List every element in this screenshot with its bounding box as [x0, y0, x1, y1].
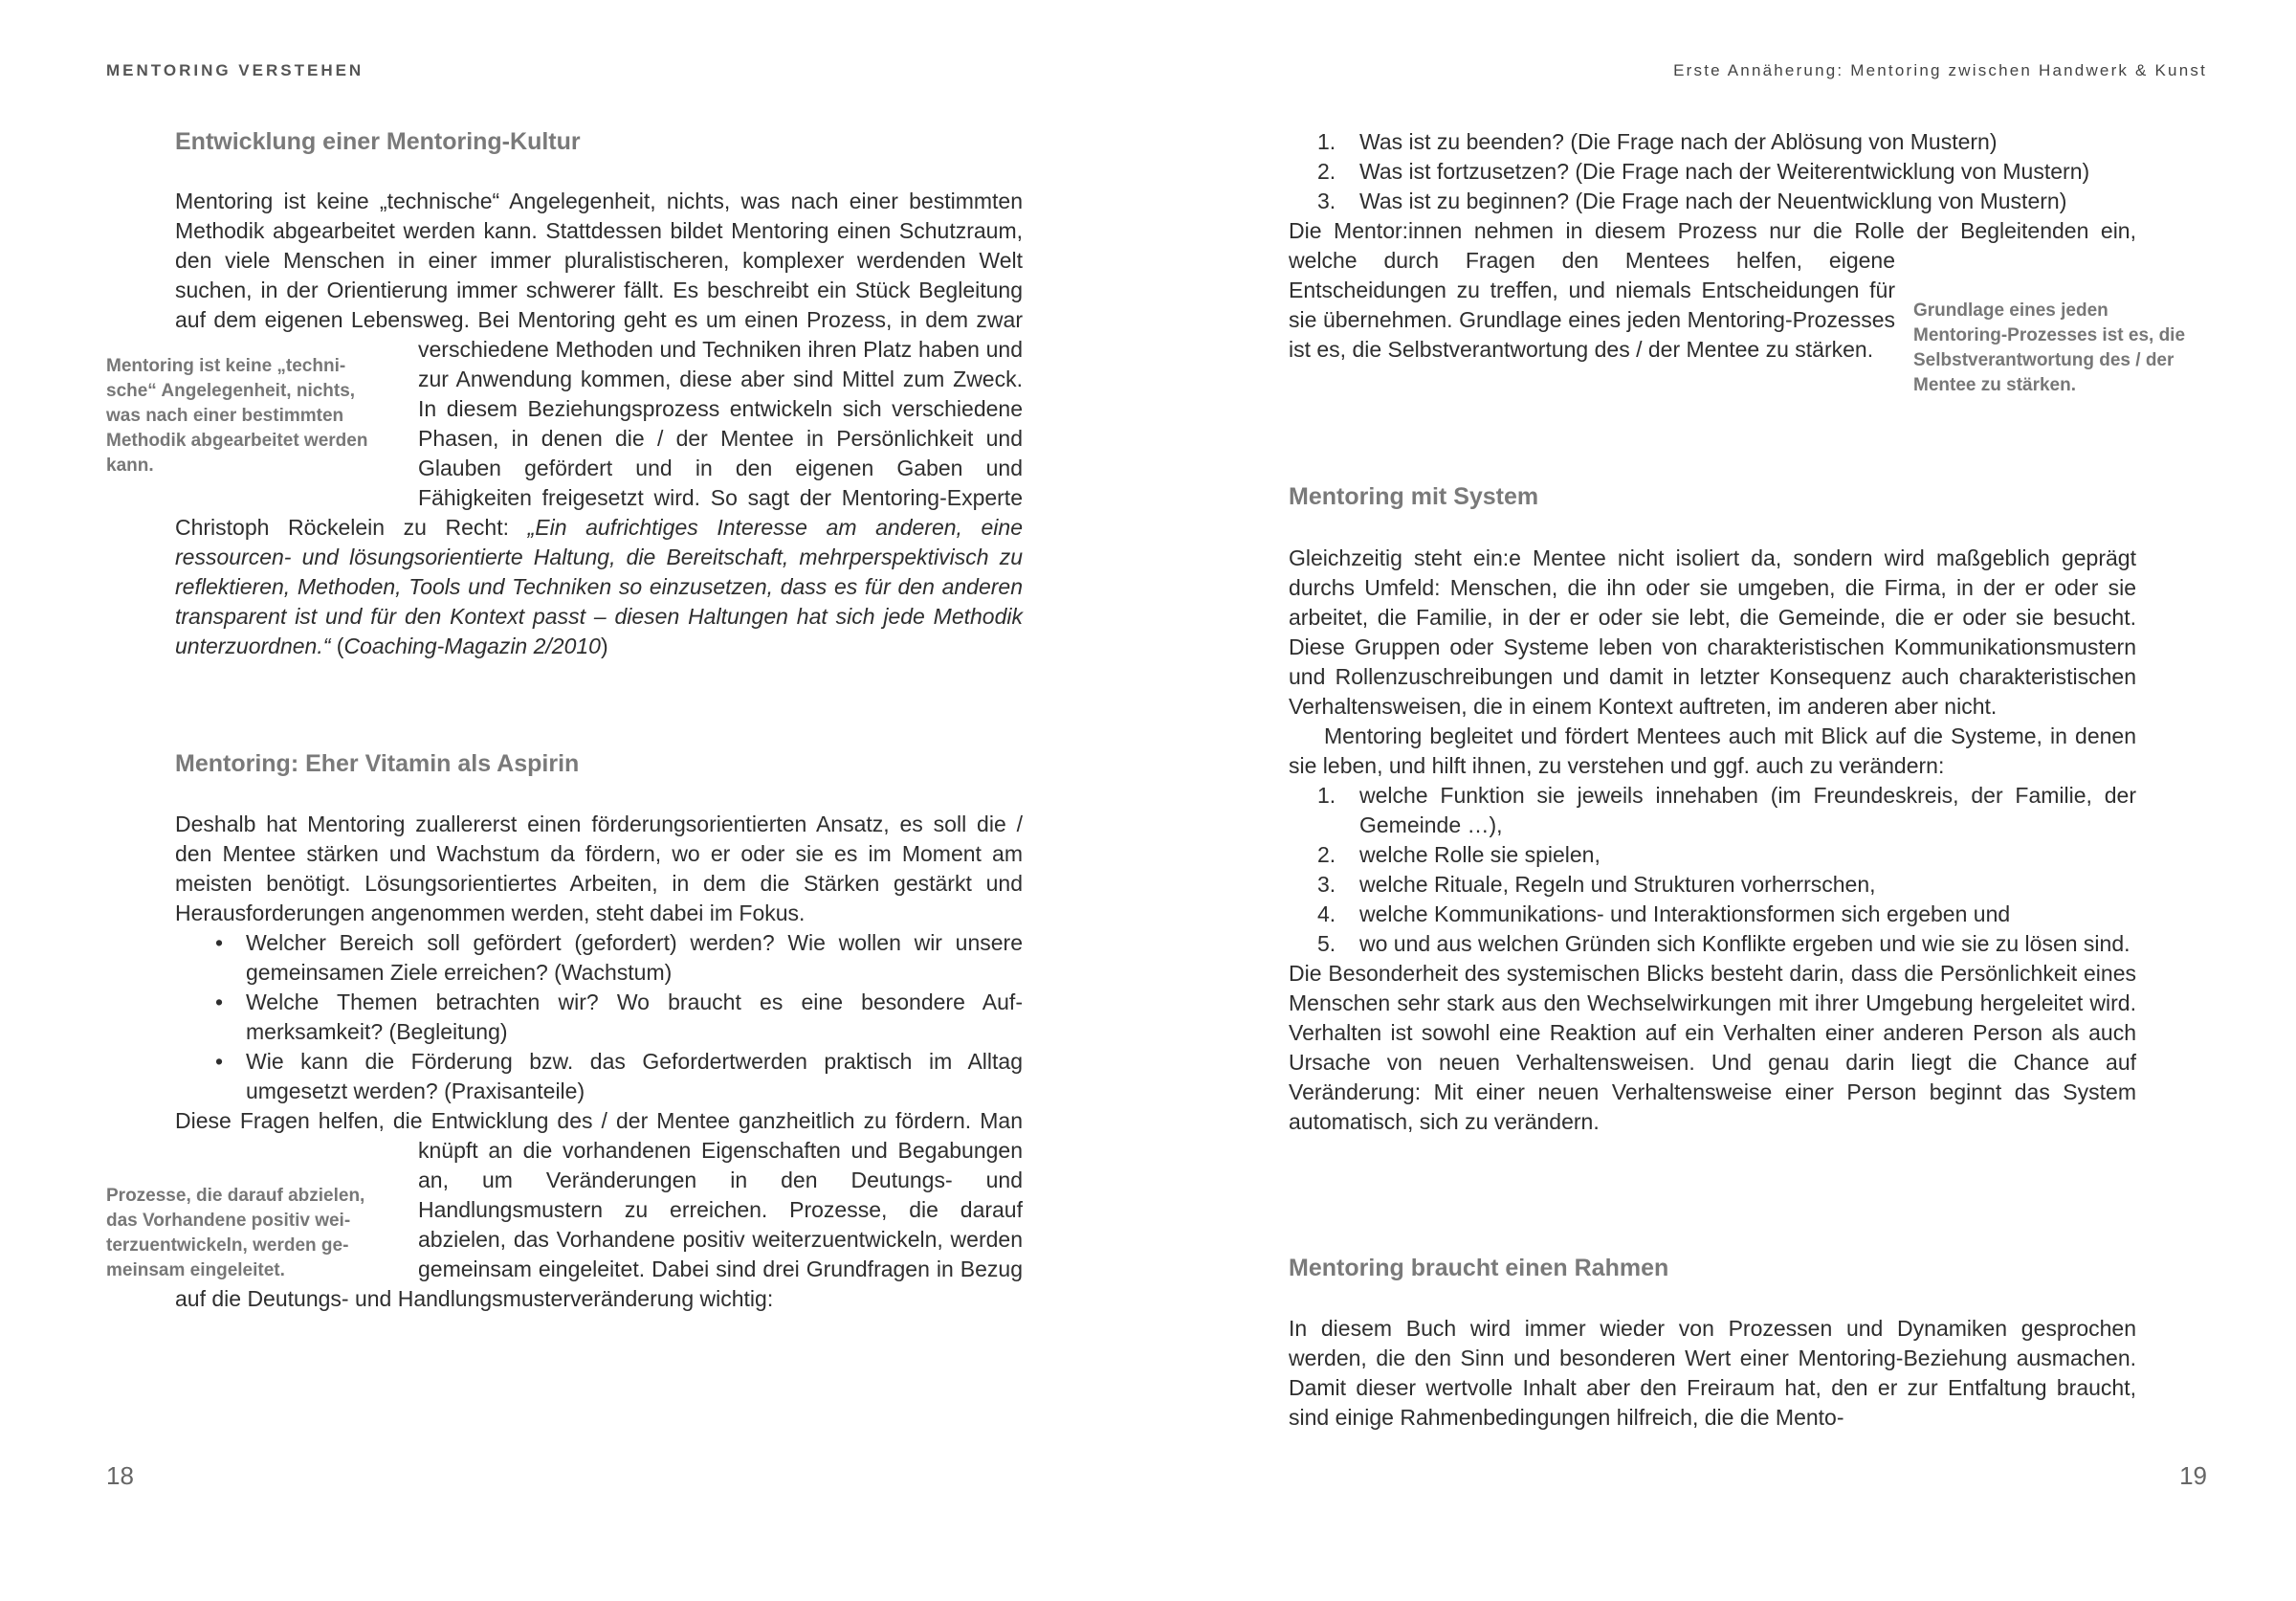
citation-paren: ( [330, 634, 344, 658]
list-number: 1. [1317, 783, 1336, 808]
section-heading: Mentoring: Eher Vitamin als Aspirin [175, 750, 580, 777]
list-number: 5. [1317, 931, 1336, 956]
citation-paren: ) [600, 634, 608, 658]
list-item [1317, 929, 2136, 959]
paragraph-text: Die Mentor:innen nehmen in diesem Prozess nur die Rolle der Begleitenden ein, welche durch Fragen den Mentees helfen, eigene Entscheidungen zu treffen, und niemals Entscheidungen für sie übernehmen. Grundlage eines jeden Mentoring-Prozesses ist es, die Selbstverantwortung des / der Mentee zu stärken. [1289, 218, 2136, 362]
list-text: welche Funktion sie jeweils innehaben (im Freundeskreis, der Familie, der Gemeinde …), [1359, 783, 2136, 837]
page-number: 19 [2179, 1461, 2207, 1490]
list-item: • Welche Themen betrachten wir? Wo braucht es eine besondere Aufmerksamkeit? (Begleitung) [246, 988, 1023, 1047]
paragraph: Die Besonderheit des systemischen Blicks besteht darin, dass die Persönlichkeit eines Menschen sehr stark aus den Wechselwirkungen mit ihrer Umgebung hergeleitet wird. Verhalten ist sowohl eine Reaktion auf ein Verhalten einer anderen Person als auch Ursache von neuen Verhaltensweisen. Und genau darin liegt die Chance auf Veränderung: Mit einer neuen Verhaltensweise einer Person beginnt das System automatisch, sich zu verändern. [1289, 961, 2136, 1134]
margin-note: Prozesse, die darauf abzielen, das Vorhandene positiv weiterzuentwickeln, werden gemeinsam eingeleitet. [106, 1186, 365, 1280]
running-header-left: MENTORING VERSTEHEN [106, 61, 364, 79]
paragraph: In diesem Buch wird immer wieder von Prozessen und Dynamiken gesprochen werden, die den Sinn und besonderen Wert einer Mentoring-Beziehung ausmachen. Damit dieser wertvolle Inhalt aber den Freiraum hat, den er zur Entfaltung braucht, sind einige Rahmenbedingungen hilfreich, die die Mento- [1289, 1316, 2136, 1430]
numbered-list [1289, 781, 2136, 959]
list-text: welche Rolle sie spielen, [1359, 842, 1601, 867]
page-number: 18 [106, 1461, 134, 1490]
list-item [1317, 900, 2136, 929]
running-header-right: Erste Annäherung: Mentoring zwischen Handwerk & Kunst [1673, 61, 2207, 79]
list-text: Was ist fortzusetzen? (Die Frage nach der Weiterentwicklung von Mustern) [1359, 159, 2090, 184]
paragraph-text: Diese Fragen helfen, die Entwicklung des / der Mentee ganzheitlich zu fördern. Man knüpft an die vorhandenen Eigenschaften und Begabungen an, um Veränderungen in den Deutungs- und Handlungsmustern zu erreichen. Prozesse, die darauf abzielen, das Vorhandene positiv weiterzuentwickeln, werden gemeinsam eingeleitet. Dabei sind drei Grundfragen in Bezug auf die Deutungs- und Handlungsmusterveränderung wichtig: [175, 1108, 1023, 1311]
section-heading: Entwicklung einer Mentoring-Kultur [175, 128, 581, 155]
list-text: welche Kommunikations- und Interaktionsformen sich ergeben und [1359, 901, 2011, 926]
list-item [1317, 840, 2136, 870]
list-text: Was ist zu beginnen? (Die Frage nach der Neuentwicklung von Mustern) [1359, 189, 2067, 213]
numbered-list [1289, 127, 2136, 216]
paragraph: Gleichzeitig steht ein:e Mentee nicht isoliert da, sondern wird maßgeblich geprägt durchs Umfeld: Menschen, die ihn oder sie umgeben, die Firma, in der er oder sie arbeitet, die Familie, in der er oder sie lebt, die Gemeinde, die er oder sie besucht. Diese Gruppen oder Systeme leben von charakteristischen Kommunikationsmustern und Rollenzuschreibungen und damit in letzter Konsequenz auch charakteristischen Verhaltensweisen, die in einem Kontext auftreten, im anderen aber nicht. [1289, 545, 2136, 719]
body-text-block [1289, 544, 2136, 1137]
list-item [1317, 870, 2136, 900]
list-item: • Wie kann die Förderung bzw. das Gefordertwerden praktisch im Alltag umgesetzt werden? (Praxisanteile) [246, 1047, 1023, 1106]
paragraph: Deshalb hat Mentoring zuallererst einen förderungsorientierten Ansatz, es soll die / den Mentee stärken und Wachstum da fördern, wo er oder sie es im Moment am meisten benötigt. Lösungsorientiertes Arbeiten, in dem die Stärken gestärkt und Herausforderungen angenommen werden, steht dabei im Fokus. [175, 812, 1023, 925]
body-text-block [1289, 1314, 2136, 1433]
list-text: wo und aus welchen Gründen sich Konflikte ergeben und wie sie zu lösen sind. [1359, 931, 2130, 956]
list-item [1317, 157, 2136, 187]
bullet-list [175, 928, 1023, 1106]
list-item [1317, 127, 2136, 157]
list-item [1317, 187, 2136, 216]
list-number: 3. [1317, 872, 1336, 897]
section-heading: Mentoring braucht einen Rahmen [1289, 1255, 1669, 1281]
paragraph: Mentoring begleitet und fördert Mentees auch mit Blick auf die Systeme, in denen sie leben, und hilft ihnen, zu verstehen und ggf. auch zu verändern: [1289, 723, 2136, 778]
margin-note: Grundlage eines jeden Mentoring-Prozesses ist es, die Selbstverantwortung des / der Mentee zu stärken. [1913, 300, 2186, 395]
margin-note: Mentoring ist keine „technische“ Angelegenheit, nichts, was nach einer bestimmten Methodik abgearbeitet werden kann. [106, 356, 368, 476]
list-number: 4. [1317, 901, 1336, 926]
list-number: 1. [1317, 129, 1336, 154]
list-item [1317, 781, 2136, 840]
paragraph-text: Mentoring ist keine „technische“ Angelegenheit, nichts, was nach einer bestimmten Methodik abgearbeitet werden kann. Stattdessen bildet Mentoring einen Schutzraum, den viele Menschen in einer immer pluralistischeren, komplexer werdenden Welt suchen, in der Orientierung immer schwerer fällt. Es beschreibt ein Stück Begleitung auf dem eigenen Lebensweg. Bei Mentoring geht es um einen Prozess, in dem zwar verschiedene Methoden und Techniken ihren Platz haben und zur Anwendung kommen, diese aber sind Mittel zum Zweck. In diesem Beziehungsprozess entwickeln sich verschiedene Phasen, in denen die / der Mentee in Persönlichkeit und Glauben gefördert und in den eigenen Gaben und Fähigkeiten freigesetzt wird. So sagt der Mentoring-Experte Christoph Röckelein zu Recht: [175, 189, 1023, 540]
list-number: 2. [1317, 159, 1336, 184]
list-text: welche Rituale, Regeln und Strukturen vorherrschen, [1359, 872, 1876, 897]
list-number: 3. [1317, 189, 1336, 213]
quote: „Ein aufrichtiges Interesse am anderen, eine ressourcen- und lösungsorientierte Haltung, die Bereitschaft, mehrperspektivisch zu reflektieren, Methoden, Tools und Techniken so einzusetzen, dass es für den anderen transparent ist und für den Kontext passt – diesen Haltungen hat sich jede Methodik unterzuordnen.“ [175, 515, 1024, 658]
list-text: Was ist zu beenden? (Die Frage nach der Ablösung von Mustern) [1359, 129, 1998, 154]
list-number: 2. [1317, 842, 1336, 867]
citation: Coaching-Magazin 2/2010 [343, 634, 601, 658]
section-heading: Mentoring mit System [1289, 483, 1539, 510]
list-item: • Welcher Bereich soll gefördert (gefordert) werden? Wie wollen wir unsere gemeinsamen Ziele erreichen? (Wachstum) [246, 928, 1023, 988]
